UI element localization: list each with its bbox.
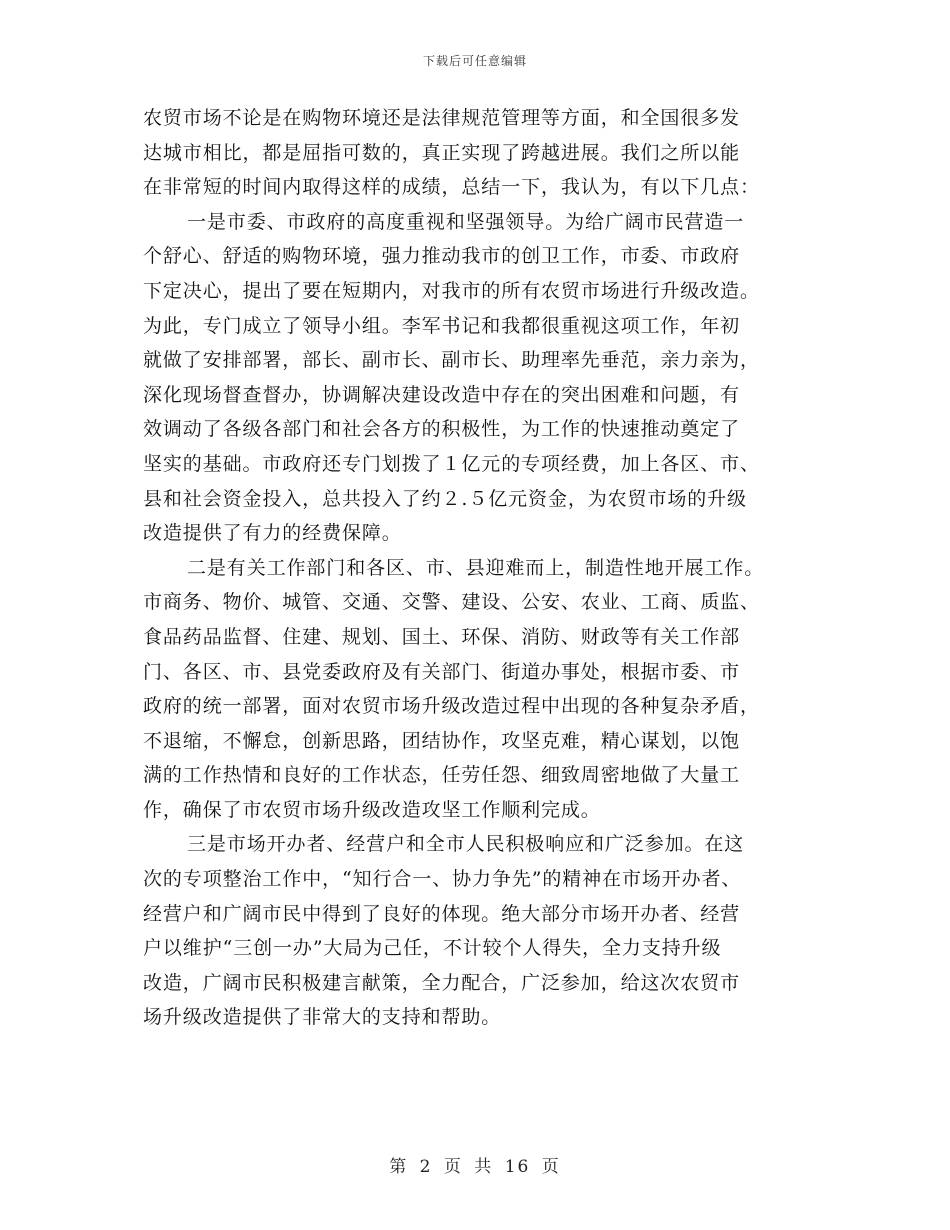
text-line: 作，确保了市农贸市场升级改造攻坚工作顺利完成。 — [143, 798, 601, 821]
text-line: 个舒心、舒适的购物环境，强力推动我市的创卫工作，市委、市政府 — [143, 245, 741, 268]
text-line: 达城市相比，都是屈指可数的，真正实现了跨越进展。我们之所以能 — [143, 141, 741, 164]
text-line: 不退缩，不懈怠，创新思路，团结协作，攻坚克难，精心谋划，以饱 — [143, 729, 741, 752]
document-body — [143, 101, 803, 1035]
text-line: 效调动了各级各部门和社会各方的积极性，为工作的快速推动奠定了 — [143, 418, 741, 441]
text-line: 食品药品监督、住建、规划、国土、环保、消防、财政等有关工作部 — [143, 625, 741, 648]
text-line: 深化现场督查督办，协调解决建设改造中存在的突出困难和问题，有 — [143, 383, 741, 406]
text-line: 改造提供了有力的经费保障。 — [143, 522, 402, 545]
paragraph-start-line: 二是有关工作部门和各区、市、县迎难而上，制造性地开展工作。 — [187, 556, 765, 579]
page-footer: 第 2 页 共 16 页 — [389, 1157, 561, 1177]
text-line: 就做了安排部署，部长、副市长、副市长、助理率先垂范，亲力亲为， — [143, 349, 760, 372]
text-line: 市商务、物价、城管、交通、交警、建设、公安、农业、工商、质监、 — [143, 591, 760, 614]
paragraph-start-line: 三是市场开办者、经营户和全市人民积极响应和广泛参加。在这 — [187, 833, 745, 856]
text-line: 下定决心，提出了要在短期内，对我市的所有农贸市场进行升级改造。 — [143, 279, 760, 302]
text-line: 坚实的基础。市政府还专门划拨了１亿元的专项经费，加上各区、市、 — [143, 452, 760, 475]
text-line: 次的专项整治工作中，“知行合一、协力争先”的精神在市场开办者、 — [143, 868, 742, 891]
text-line: 政府的统一部署，面对农贸市场升级改造过程中出现的各种复杂矛盾， — [143, 695, 760, 718]
text-line: 农贸市场不论是在购物环境还是法律规范管理等方面，和全国很多发 — [143, 107, 741, 129]
text-line: 场升级改造提供了非常大的支持和帮助。 — [143, 1006, 502, 1029]
text-line: 县和社会资金投入，总共投入了约２.５亿元资金，为农贸市场的升级 — [143, 487, 747, 510]
text-line: 门、各区、市、县党委政府及有关部门、街道办事处，根据市委、市 — [143, 660, 741, 683]
text-line: 为此，专门成立了领导小组。李军书记和我都很重视这项工作，年初 — [143, 314, 741, 337]
paragraph-start-line: 一是市委、市政府的高度重视和坚强领导。为给广阔市民营造一 — [187, 210, 745, 233]
text-line: 改造，广阔市民积极建言献策，全力配合，广泛参加，给这次农贸市 — [143, 971, 741, 994]
text-line: 经营户和广阔市民中得到了良好的体现。绝大部分市场开办者、经营 — [143, 902, 741, 925]
text-line: 满的工作热情和良好的工作状态，任劳任怨、细致周密地做了大量工 — [143, 764, 741, 787]
page-header: 下载后可任意编辑 — [422, 54, 527, 68]
text-line: 户以维护“三创一办”大局为己任，不计较个人得失，全力支持升级 — [143, 937, 722, 960]
text-line: 在非常短的时间内取得这样的成绩，总结一下，我认为，有以下几点： — [143, 176, 760, 199]
